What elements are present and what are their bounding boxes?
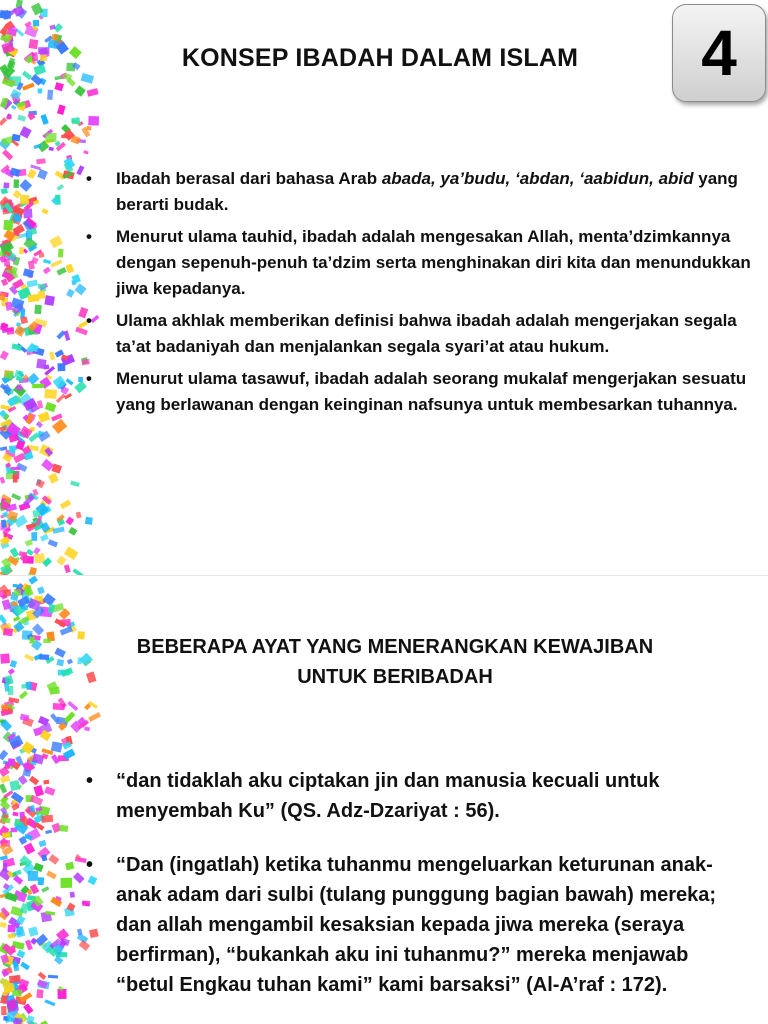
confetti-piece <box>4 258 10 266</box>
confetti-piece <box>43 780 49 785</box>
list-item: • Menurut ulama tasawuf, ibadah adalah seorang mukalaf mengerjakan sesuatu yang berlawanan dengan keinginan nafsunya untuk membesarkan tuhannya. <box>86 366 752 418</box>
confetti-piece <box>24 654 34 662</box>
confetti-piece <box>26 280 38 288</box>
confetti-piece <box>2 832 10 838</box>
confetti-piece <box>2 149 13 160</box>
confetti-piece <box>42 593 55 606</box>
confetti-piece <box>13 214 21 222</box>
confetti-piece <box>12 812 18 817</box>
confetti-piece <box>0 350 9 360</box>
confetti-piece <box>52 527 64 534</box>
confetti-piece <box>20 903 29 914</box>
confetti-piece <box>43 259 51 264</box>
confetti-piece <box>28 576 38 585</box>
item-text-post: yang berarti budak. <box>116 169 738 214</box>
confetti-piece <box>33 20 39 27</box>
confetti-piece <box>54 82 63 91</box>
confetti-piece <box>29 776 39 785</box>
confetti-piece <box>0 783 7 793</box>
confetti-piece <box>38 411 50 422</box>
list-item: • Menurut ulama tauhid, ibadah adalah mengesakan Allah, menta’dzimkannya dengan sepenuh-penuh ta’dzim serta menghinakan diri kita dan menundukkan jiwa kepadanya. <box>86 224 752 302</box>
confetti-piece <box>56 555 66 565</box>
confetti-piece <box>37 586 45 594</box>
confetti-piece <box>0 614 7 623</box>
confetti-piece <box>20 316 28 324</box>
confetti-piece <box>26 549 33 556</box>
list-item: • “dan tidaklah aku ciptakan jin dan manusia kecuali untuk menyembah Ku” (QS. Adz-Dzariyat : 56). <box>86 766 746 826</box>
confetti-piece <box>24 843 35 855</box>
confetti-piece <box>47 90 53 100</box>
confetti-piece <box>27 373 39 385</box>
confetti-piece <box>65 862 74 871</box>
confetti-piece <box>88 712 101 722</box>
confetti-piece <box>1 979 8 984</box>
item-text-pre: Ibadah berasal dari bahasa Arab <box>116 169 382 188</box>
confetti-piece <box>19 179 32 192</box>
confetti-piece <box>8 668 15 675</box>
confetti-piece <box>17 115 26 122</box>
item-text-italic: abada, ya’budu, ‘abdan, ‘aabidun, abid <box>381 169 694 188</box>
confetti-piece <box>59 825 68 832</box>
confetti-piece <box>45 830 52 835</box>
confetti-piece <box>0 117 7 126</box>
confetti-piece <box>8 469 14 472</box>
confetti-piece <box>39 840 47 847</box>
confetti-piece <box>66 289 75 298</box>
confetti-piece <box>50 259 62 267</box>
confetti-piece <box>0 653 10 663</box>
confetti-piece <box>38 47 49 54</box>
confetti-piece <box>56 659 64 667</box>
confetti-piece <box>8 686 14 695</box>
confetti-piece <box>65 516 74 525</box>
confetti-piece <box>1 1006 6 1015</box>
list-item: • “Dan (ingatlah) ketika tuhanmu mengeluarkan keturunan anak-anak adam dari sulbi (tulang punggung bagian bawah) mereka; dan allah mengambil kesaksian kepada jiwa mereka (seraya berfirman), “bukankah aku ini tuhanmu?” mereka menjawab “betul Engkau tuhan kami” kami barsaksi” (Al-A’raf : 172). <box>86 850 746 1000</box>
confetti-piece <box>43 267 51 274</box>
confetti-piece <box>19 247 24 254</box>
confetti-piece <box>41 886 49 893</box>
confetti-piece <box>61 667 73 676</box>
confetti-piece <box>73 872 85 883</box>
confetti-piece <box>49 351 55 360</box>
confetti-piece <box>44 295 55 306</box>
confetti-piece <box>40 534 49 542</box>
confetti-piece <box>84 726 90 731</box>
confetti-piece <box>9 975 21 983</box>
confetti-piece <box>20 714 30 722</box>
confetti-piece <box>57 104 66 115</box>
confetti-piece <box>42 208 49 214</box>
confetti-piece <box>76 165 84 175</box>
definition-list <box>86 166 752 424</box>
confetti-piece <box>53 703 65 710</box>
confetti-piece <box>19 691 28 700</box>
confetti-piece <box>44 786 55 795</box>
confetti-piece <box>57 184 64 191</box>
confetti-piece <box>48 854 59 864</box>
confetti-piece <box>0 10 11 19</box>
confetti-piece <box>48 604 56 614</box>
confetti-piece <box>22 83 35 91</box>
slide-number: 4 <box>701 17 737 89</box>
confetti-piece <box>70 481 80 487</box>
confetti-piece <box>85 517 93 525</box>
confetti-piece <box>77 631 85 639</box>
confetti-piece <box>48 975 58 979</box>
confetti-piece <box>45 133 56 142</box>
confetti-piece <box>64 547 78 560</box>
confetti-piece <box>74 283 86 295</box>
confetti-piece <box>14 589 21 596</box>
confetti-piece <box>20 962 30 971</box>
confetti-piece <box>38 972 47 980</box>
confetti-piece <box>33 510 41 518</box>
list-item <box>86 166 752 218</box>
confetti-piece <box>11 493 21 500</box>
confetti-piece <box>48 473 59 484</box>
confetti-piece <box>3 220 13 231</box>
confetti-piece <box>1 818 10 824</box>
confetti-piece <box>32 384 44 389</box>
confetti-piece <box>66 378 74 385</box>
verse-list <box>86 766 746 1024</box>
confetti-piece <box>49 147 54 151</box>
confetti-piece <box>75 857 87 863</box>
confetti-piece <box>27 169 37 179</box>
confetti-piece <box>43 639 51 644</box>
confetti-piece <box>40 114 48 125</box>
confetti-piece <box>29 636 34 643</box>
confetti-piece <box>2 599 12 610</box>
confetti-piece <box>33 785 44 797</box>
confetti-piece <box>37 169 48 180</box>
confetti-piece <box>51 34 58 41</box>
confetti-piece <box>13 475 18 483</box>
confetti-piece <box>33 547 40 555</box>
confetti-piece <box>5 301 13 310</box>
confetti-piece <box>28 871 38 881</box>
confetti-piece <box>9 780 20 791</box>
confetti-piece <box>56 267 66 276</box>
confetti-piece <box>60 626 73 636</box>
slide-2 <box>0 576 768 1024</box>
confetti-piece <box>57 363 65 371</box>
confetti-piece <box>68 527 77 536</box>
confetti-piece <box>32 52 38 61</box>
confetti-piece <box>46 870 57 879</box>
confetti-piece <box>0 477 5 484</box>
confetti-piece <box>23 268 34 278</box>
slide-number-badge <box>672 4 766 102</box>
confetti-piece <box>70 892 75 898</box>
confetti-piece <box>77 657 82 664</box>
confetti-piece <box>61 878 73 888</box>
slide-title: BEBERAPA AYAT YANG MENERANGKAN KEWAJIBAN UNTUK BERIBADAH <box>136 636 654 688</box>
confetti-piece <box>77 929 83 936</box>
confetti-piece <box>64 330 71 340</box>
confetti-piece <box>44 389 57 399</box>
confetti-piece <box>14 325 26 337</box>
confetti-piece <box>65 264 74 274</box>
confetti-piece <box>0 922 7 929</box>
confetti-piece <box>36 158 46 164</box>
confetti-piece <box>8 933 16 939</box>
confetti-piece <box>14 179 19 187</box>
confetti-piece <box>19 126 31 138</box>
confetti-piece <box>64 712 76 724</box>
confetti-piece <box>5 371 14 380</box>
confetti-piece <box>39 55 47 61</box>
confetti-piece <box>3 863 8 872</box>
confetti-piece <box>33 863 43 873</box>
confetti-piece <box>35 479 45 488</box>
confetti-piece <box>69 46 82 59</box>
confetti-piece <box>38 284 46 289</box>
confetti-piece <box>64 564 71 573</box>
confetti-piece <box>71 117 80 124</box>
slide-title: KONSEP IBADAH DALAM ISLAM <box>181 44 579 72</box>
confetti-piece <box>51 741 63 752</box>
confetti-piece <box>74 85 85 96</box>
confetti-piece <box>7 115 12 119</box>
confetti-piece <box>32 623 44 635</box>
confetti-piece <box>49 235 62 248</box>
confetti-piece <box>48 539 58 547</box>
confetti-piece <box>45 402 57 412</box>
confetti-piece <box>3 182 9 188</box>
confetti-piece <box>31 532 37 541</box>
confetti-piece <box>52 419 67 434</box>
confetti-piece <box>33 64 46 75</box>
confetti-piece <box>56 394 66 403</box>
confetti-piece <box>38 877 45 885</box>
confetti-piece <box>8 925 16 933</box>
confetti-piece <box>0 775 10 783</box>
confetti-piece <box>54 648 65 658</box>
confetti-piece <box>41 815 53 823</box>
confetti-piece <box>88 116 99 126</box>
confetti-piece <box>0 750 8 761</box>
confetti-piece <box>18 775 28 785</box>
confetti-piece <box>8 758 16 766</box>
confetti-piece <box>10 89 22 100</box>
confetti-piece <box>11 105 17 110</box>
confetti-piece <box>20 195 29 204</box>
confetti-piece <box>29 39 39 49</box>
confetti-piece <box>3 628 13 636</box>
confetti-piece <box>67 701 78 711</box>
confetti-piece <box>38 89 43 94</box>
confetti-piece <box>28 926 38 936</box>
confetti-piece <box>83 150 89 154</box>
confetti-piece <box>81 73 94 84</box>
confetti-piece <box>22 71 32 80</box>
confetti-piece <box>76 512 82 519</box>
confetti-piece <box>1 188 8 194</box>
confetti-piece <box>28 294 40 302</box>
confetti-piece <box>44 999 55 1006</box>
list-item: • Ulama akhlak memberikan definisi bahwa ibadah adalah mengerjakan segala ta’at badaniyah dan menjalankan segala syari’at atau hukum. <box>86 308 752 360</box>
confetti-piece <box>67 659 73 665</box>
confetti-piece <box>7 327 14 334</box>
confetti-piece <box>11 343 22 351</box>
confetti-piece <box>60 500 71 510</box>
confetti-piece <box>39 654 49 660</box>
confetti-piece <box>17 950 26 959</box>
confetti-piece <box>38 290 46 299</box>
confetti-piece <box>34 305 41 315</box>
confetti-piece <box>58 249 63 258</box>
confetti-piece <box>10 660 18 668</box>
confetti-piece <box>86 671 97 683</box>
confetti-piece <box>36 989 43 998</box>
confetti-piece <box>87 88 99 97</box>
